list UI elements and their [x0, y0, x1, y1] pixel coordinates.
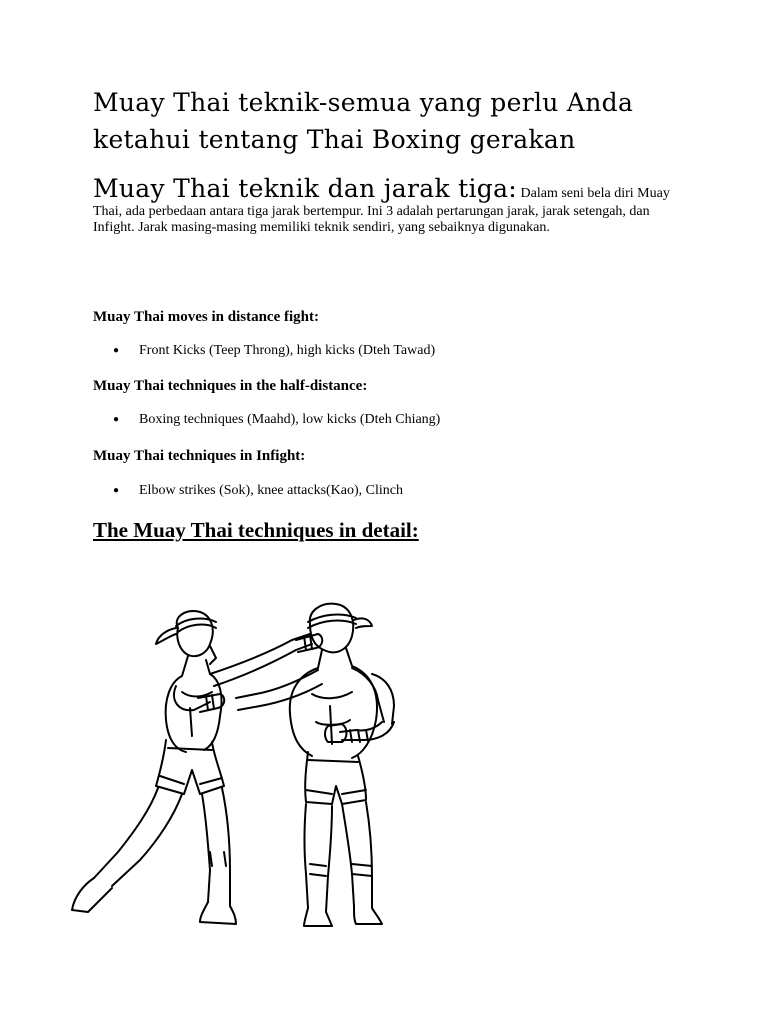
- fighters-illustration: [60, 590, 460, 930]
- detail-heading: The Muay Thai techniques in detail:: [93, 518, 419, 542]
- section-label-half-distance: Muay Thai techniques in the half-distance:: [93, 378, 368, 394]
- list-item-text: Boxing techniques (Maahd), low kicks (Dteh Chiang): [139, 412, 441, 427]
- list-item-text: Elbow strikes (Sok), knee attacks(Kao), Clinch: [139, 483, 403, 498]
- section-label-infight: Muay Thai techniques in Infight:: [93, 448, 306, 464]
- right-fighter: [236, 604, 394, 926]
- bullet-icon: ●: [113, 414, 120, 425]
- intro-body: Dalam seni bela diri Muay Thai, ada perbedaan antara tiga jarak bertempur. Ini 3 adalah pertarungan jarak, jarak setengah, dan Infight. Jarak masing-masing memiliki teknik sendiri, yang sebaiknya digunakan.: [93, 186, 670, 235]
- intro-lead: Muay Thai teknik dan jarak tiga:: [93, 174, 518, 203]
- section-label-distance: Muay Thai moves in distance fight:: [93, 309, 319, 325]
- list-item-text: Front Kicks (Teep Throng), high kicks (Dteh Tawad): [139, 343, 436, 358]
- page-title: Muay Thai teknik-semua yang perlu Anda ketahui tentang Thai Boxing gerakan: [93, 88, 634, 154]
- bullet-icon: ●: [113, 485, 120, 496]
- list-item-half-distance: [113, 411, 440, 429]
- bullet-icon: ●: [113, 345, 120, 356]
- list-item-infight: [113, 482, 403, 500]
- intro-paragraph: [93, 174, 673, 236]
- list-item-distance: [113, 342, 435, 360]
- left-fighter: [72, 611, 322, 924]
